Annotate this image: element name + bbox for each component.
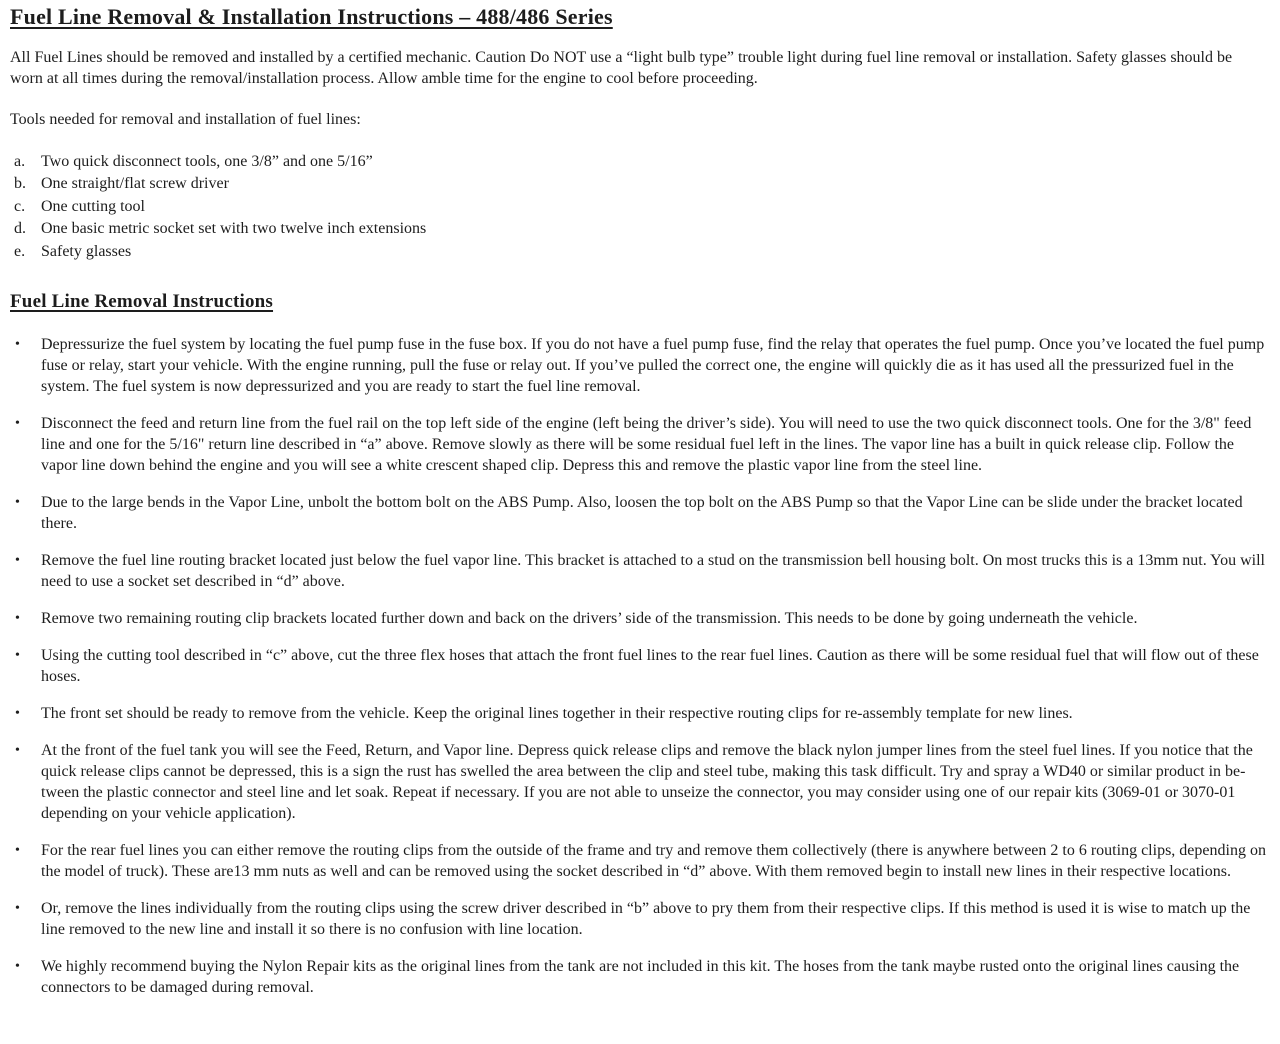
tool-text: Two quick disconnect tools, one 3/8” and one 5/16” (41, 153, 373, 170)
intro-paragraph: All Fuel Lines should be removed and installed by a certified mechanic. Caution Do NOT use a “light bulb type” trouble light during fuel line removal or installation. Safety glasses should be worn at all times during the removal/installation process. Allow amble time for the engine to cool before proceeding. (10, 49, 1233, 87)
bullet-marker-icon: • (15, 337, 20, 353)
tools-heading: Tools needed for removal and installation of fuel lines: (10, 111, 361, 128)
tool-text: One basic metric socket set with two twelve inch extensions (41, 220, 427, 238)
tool-list-item (14, 151, 1268, 173)
step-item (10, 492, 1268, 534)
bullet-marker-icon: • (15, 843, 20, 859)
bullet-marker-icon: • (15, 706, 20, 722)
document-title: Fuel Line Removal & Installation Instructions – 488/486 Series (10, 4, 613, 29)
bullet-marker-icon: • (15, 611, 20, 627)
step-item (10, 898, 1268, 940)
bullet-marker-icon: • (15, 416, 20, 432)
tool-text: One cutting tool (41, 197, 145, 215)
bullet-marker-icon: • (15, 495, 20, 511)
tool-list-item (14, 173, 1268, 195)
step-text: We highly recommend buying the Nylon Repair kits as the original lines from the tank are not included in this kit. The hoses from the tank maybe rusted onto the original lines causing the connectors to be damaged during removal. (41, 958, 1240, 997)
tool-marker: e. (14, 242, 26, 260)
step-item (10, 956, 1268, 998)
step-text: Disconnect the feed and return line from the fuel rail on the top left side of the engine (left being the driver’s side). You will need to use the two quick disconnect tools. One for the 3/8" feed line and one for the 5/16" return line described in “a” above. Remove slowly as there will be some residual fuel left in the lines. The vapor line has a built in quick release clip. Follow the vapor line down behind the engine and you will see a white crescent shaped clip. Depress this and remove the plastic vapor line from the steel line. (41, 415, 1252, 475)
step-text: Depressurize the fuel system by locating the fuel pump fuse in the fuse box. If you do not have a fuel pump fuse, find the relay that operates the fuel pump. Once you’ve located the fuel pump fuse or relay, start your vehicle. With the engine running, pull the fuse or relay out. If you’ve pulled the correct one, the engine will quickly die as it has used all the pressurized fuel in the system. The fuel system is now depressurized and you are ready to start the fuel line removal. (41, 336, 1265, 396)
step-item (10, 703, 1268, 724)
tool-list-item (14, 218, 1268, 240)
tool-text: One straight/flat screw driver (41, 175, 229, 193)
step-text: For the rear fuel lines you can either remove the routing clips from the outside of the frame and try and remove them collectively (there is anywhere between 2 to 6 routing clips, depending on the model of truck). These are13 mm nuts as well and can be removed using the socket described in “d” above. With them removed begin to install new lines in their respective locations. (41, 842, 1266, 881)
step-text: Due to the large bends in the Vapor Line, unbolt the bottom bolt on the ABS Pump. Also, loosen the top bolt on the ABS Pump so that the Vapor Line can be slide under the bracket located there. (41, 494, 1243, 533)
step-text: Remove two remaining routing clip brackets located further down and back on the drivers’ side of the transmission. This needs to be done by going underneath the vehicle. (41, 610, 1138, 628)
tool-list (14, 151, 1268, 263)
step-item (10, 840, 1268, 882)
bullet-marker-icon: • (15, 648, 20, 664)
step-item (10, 740, 1268, 824)
bullet-marker-icon: • (15, 553, 20, 569)
step-text: Remove the fuel line routing bracket located just below the fuel vapor line. This bracket is attached to a stud on the transmission bell housing bolt. On most trucks this is a 13mm nut. You will need to use a socket set described in “d” above. (41, 552, 1265, 591)
step-item (10, 645, 1268, 687)
step-item (10, 550, 1268, 592)
step-text: Using the cutting tool described in “c” above, cut the three flex hoses that attach the front fuel lines to the rear fuel lines. Caution as there will be some residual fuel that will flow out of these hoses. (41, 647, 1259, 686)
bullet-marker-icon: • (15, 743, 20, 759)
tool-marker: c. (14, 197, 26, 215)
step-text: At the front of the fuel tank you will see the Feed, Return, and Vapor line. Depress quick release clips and remove the black nylon jumper lines from the steel fuel lines. If you notice that the quick release clips cannot be depressed, this is a sign the rust has swelled the area between the clip and steel tube, making this task difficult. Try and spray a WD40 or similar product in be-tween the plastic connector and steel line and let soak. Repeat if necessary. If you are not able to unseize the connector, you may consider using one of our repair kits (3069-01 or 3070-01 depending on your vehicle application). (41, 742, 1253, 823)
tool-text: Safety glasses (41, 242, 132, 260)
step-text: The front set should be ready to remove from the vehicle. Keep the original lines together in their respective routing clips for re-assembly template for new lines. (41, 705, 1073, 723)
step-list (10, 334, 1268, 998)
step-item (10, 608, 1268, 629)
step-item (10, 334, 1268, 397)
tool-list-item (14, 196, 1268, 218)
step-item (10, 413, 1268, 476)
bullet-marker-icon: • (15, 959, 20, 975)
section-title-removal-instructions: Fuel Line Removal Instructions (10, 291, 274, 313)
bullet-marker-icon: • (15, 901, 20, 917)
tool-marker: a. (14, 153, 26, 170)
tool-marker: b. (14, 175, 26, 193)
tool-marker: d. (14, 220, 26, 238)
step-text: Or, remove the lines individually from the routing clips using the screw driver described in “b” above to pry them from their respective clips. If this method is used it is wise to match up the line removed to the new line and install it so there is no confusion with line location. (41, 900, 1251, 939)
tool-list-item (14, 241, 1268, 263)
